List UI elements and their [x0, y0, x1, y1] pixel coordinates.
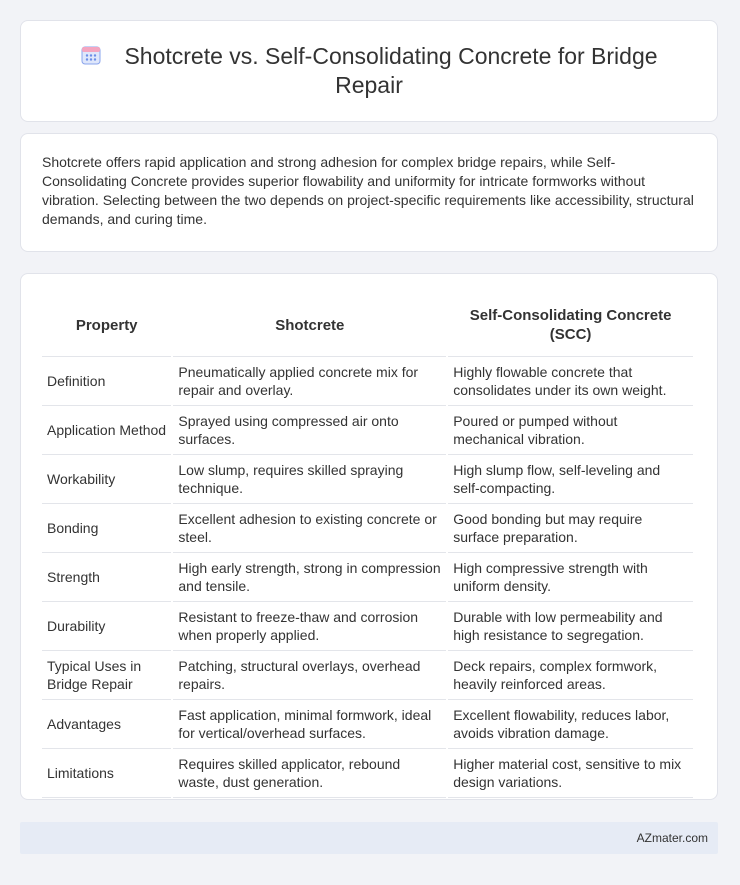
row-scc: Deck repairs, complex formwork, heavily reinforced areas. [448, 651, 693, 700]
table-row [42, 651, 693, 700]
intro-text: Shotcrete offers rapid application and strong adhesion for complex bridge repairs, while Self-Consolidating Concrete provides superior flowability and uniformity for intricate formworks without vibration. Selecting between the two depends on project-specific requirements like accessibility, structural demands, and curing time. [42, 154, 694, 227]
row-property: Durability [42, 602, 171, 651]
row-shotcrete: Requires skilled applicator, rebound waste, dust generation. [173, 749, 446, 798]
row-property: Bonding [42, 504, 171, 553]
comparison-table [40, 294, 695, 798]
row-property: Limitations [42, 749, 171, 798]
table-row [42, 406, 693, 455]
row-property: Definition [42, 357, 171, 406]
table-row [42, 504, 693, 553]
row-shotcrete: Patching, structural overlays, overhead repairs. [173, 651, 446, 700]
table-row [42, 553, 693, 602]
row-scc: Excellent flowability, reduces labor, avoids vibration damage. [448, 700, 693, 749]
header-property: Property [42, 294, 171, 357]
row-shotcrete: Fast application, minimal formwork, ideal for vertical/overhead surfaces. [173, 700, 446, 749]
row-scc: Durable with low permeability and high resistance to segregation. [448, 602, 693, 651]
row-shotcrete: Sprayed using compressed air onto surfaces. [173, 406, 446, 455]
page-title: Shotcrete vs. Self-Consolidating Concrete for Bridge Repair [124, 43, 658, 98]
row-shotcrete: Low slump, requires skilled spraying technique. [173, 455, 446, 504]
row-scc: Higher material cost, sensitive to mix design variations. [448, 749, 693, 798]
row-scc: Poured or pumped without mechanical vibration. [448, 406, 693, 455]
row-shotcrete: Pneumatically applied concrete mix for repair and overlay. [173, 357, 446, 406]
table-row [42, 455, 693, 504]
row-property: Strength [42, 553, 171, 602]
row-shotcrete: Excellent adhesion to existing concrete or steel. [173, 504, 446, 553]
row-scc: Good bonding but may require surface preparation. [448, 504, 693, 553]
calendar-icon [80, 44, 102, 66]
table-row [42, 700, 693, 749]
footer-brand[interactable]: AZmater.com [636, 831, 708, 845]
row-shotcrete: High early strength, strong in compression and tensile. [173, 553, 446, 602]
row-property: Application Method [42, 406, 171, 455]
row-shotcrete: Resistant to freeze-thaw and corrosion when properly applied. [173, 602, 446, 651]
page-title-wrap [61, 42, 677, 100]
table-header-row [42, 294, 693, 357]
table-row [42, 749, 693, 798]
header-scc: Self-Consolidating Concrete (SCC) [448, 294, 693, 357]
table-row [42, 357, 693, 406]
row-property: Workability [42, 455, 171, 504]
header-shotcrete: Shotcrete [173, 294, 446, 357]
title-card [20, 20, 718, 122]
row-property: Advantages [42, 700, 171, 749]
row-scc: High compressive strength with uniform density. [448, 553, 693, 602]
row-property: Typical Uses in Bridge Repair [42, 651, 171, 700]
comparison-table-card [20, 273, 718, 800]
table-row [42, 602, 693, 651]
footer [20, 822, 718, 854]
intro-card [20, 133, 718, 252]
row-scc: Highly flowable concrete that consolidates under its own weight. [448, 357, 693, 406]
row-scc: High slump flow, self-leveling and self-compacting. [448, 455, 693, 504]
